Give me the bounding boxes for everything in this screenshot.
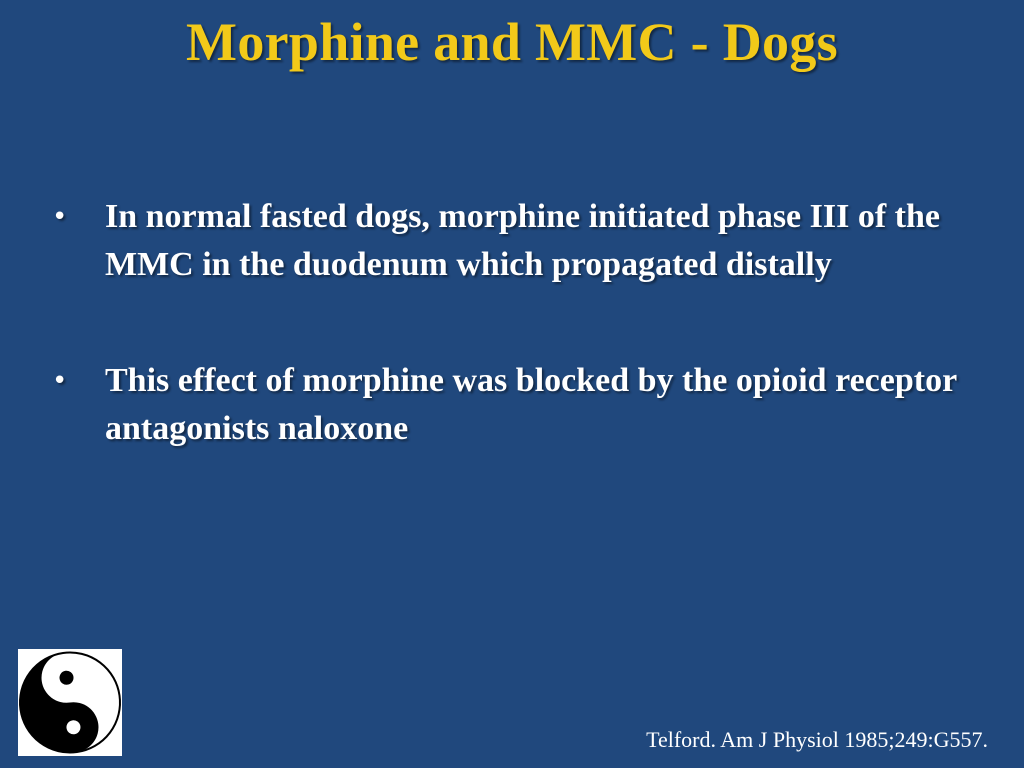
bullet-item xyxy=(52,193,992,289)
bullet-item xyxy=(52,357,992,453)
bullet-text: In normal fasted dogs, morphine initiated phase III of the MMC in the duodenum which propagated distally xyxy=(105,198,940,283)
bullet-text: This effect of morphine was blocked by the opioid receptor antagonists naloxone xyxy=(105,362,957,447)
yin-yang-icon xyxy=(18,649,122,756)
bullet-marker: • xyxy=(52,366,68,396)
yin-yang-graphic xyxy=(18,649,122,756)
slide-title: Morphine and MMC - Dogs xyxy=(186,12,838,72)
bullet-marker: • xyxy=(52,202,68,232)
bullet-list xyxy=(52,193,992,521)
citation: Telford. Am J Physiol 1985;249:G557. xyxy=(646,727,988,752)
